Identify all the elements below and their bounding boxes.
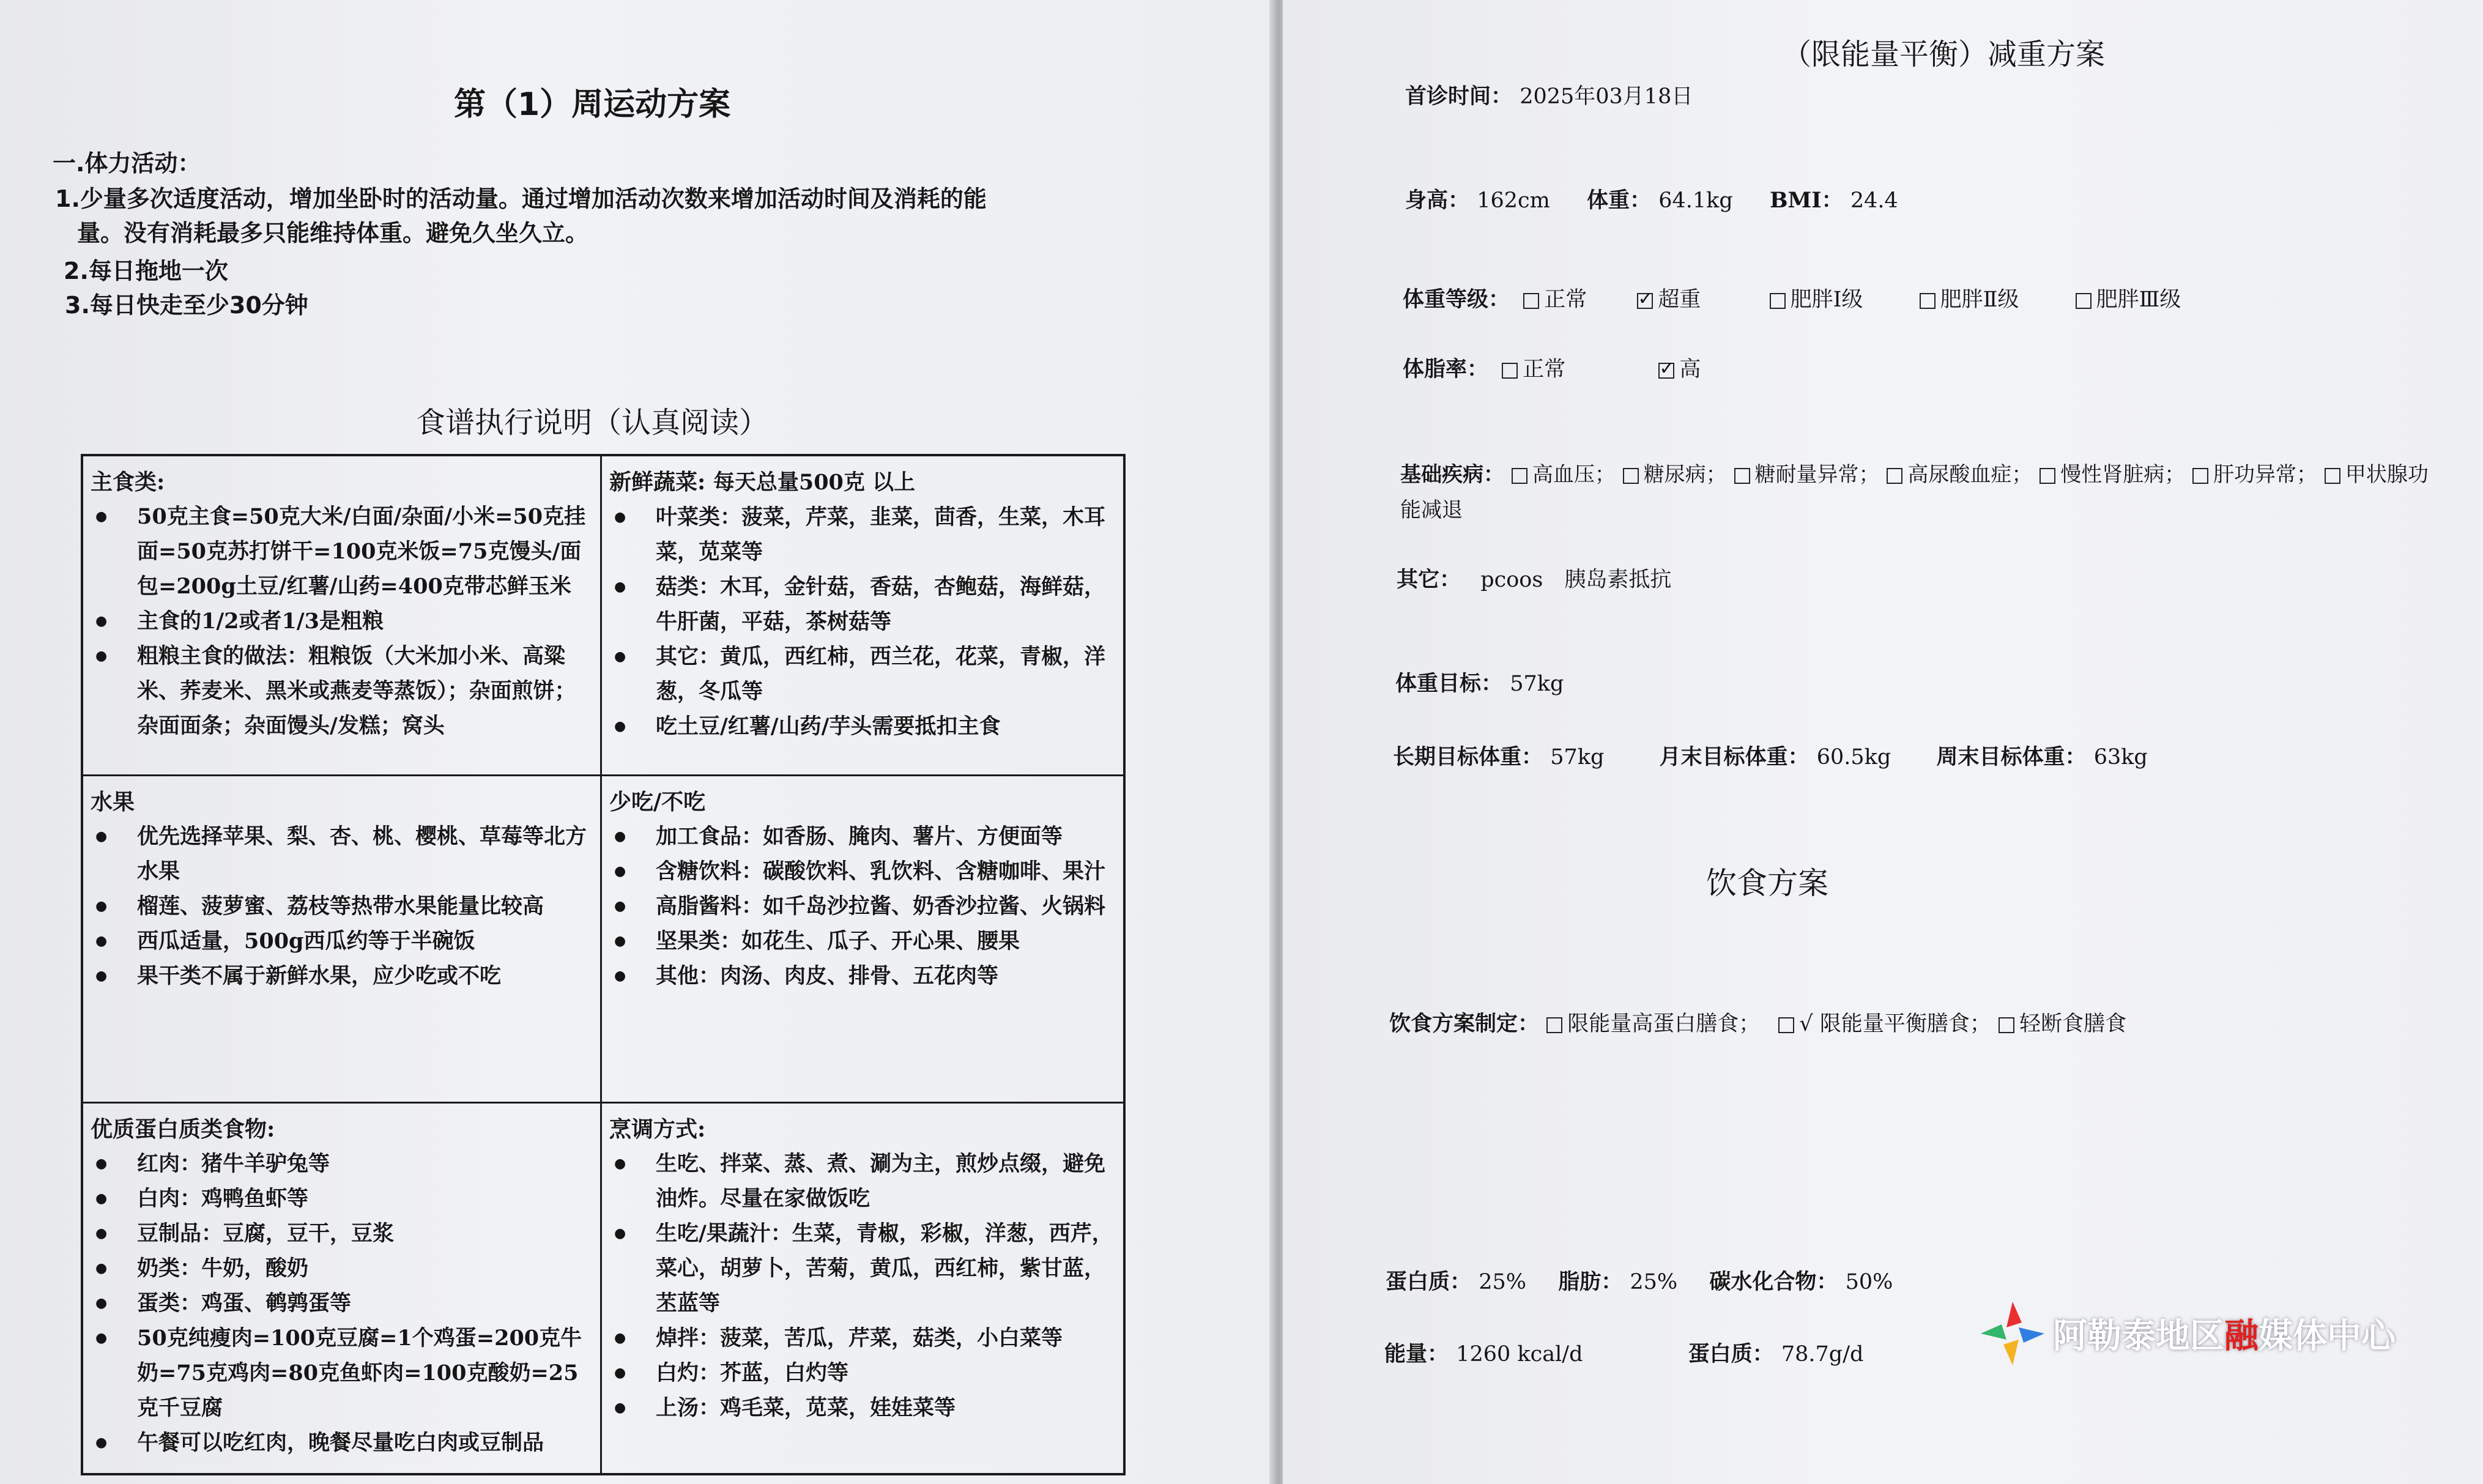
first-visit-row [1405,80,1693,110]
checkbox-obese-2[interactable] [1920,293,1936,309]
weight-grade-option: 肥胖Ⅱ级 [1940,288,2019,312]
disease-option: 高血压； [1532,462,1616,487]
disease-option: 肝功异常； [2213,462,2318,487]
checkbox-obese-1[interactable] [1770,293,1786,309]
watermark-text-a: 阿勒泰地区 [2053,1316,2224,1356]
media-center-watermark [1976,1297,2396,1370]
bmi-label: BMI： [1769,188,1843,213]
diet-plan-row [1389,1007,2126,1037]
first-visit-label: 首诊时间： [1405,84,1513,109]
target-row [1395,667,1564,697]
target-value: 57kg [1510,672,1564,696]
watermark-text-b: 融 [2224,1316,2258,1356]
weight-grade-option: 肥胖Ⅰ级 [1790,288,1863,312]
diet-option: 轻断食膳食 [2019,1012,2127,1036]
protein-amount-value: 78.7g/d [1781,1342,1864,1367]
week-end-value: 63kg [2093,745,2148,770]
list-item: ● 50克主食=50克大米/白面/杂面/小米=50克挂面=50克苏打饼干=100克米饭=75克馒头/面包=200g土豆/红薯/山药=400克带芯鲜玉米 [91,499,593,604]
list-item: ● 其他：肉汤、肉皮、排骨、五花肉等 [609,959,1116,993]
list-item: ● 叶菜类：菠菜，芹菜，韭菜，茴香，生菜，木耳菜，苋菜等 [609,500,1116,569]
staple-list [91,499,593,743]
body-fat-label: 体脂率： [1403,357,1489,382]
macro-protein-value: 25% [1479,1270,1526,1294]
macros-row [1386,1265,1893,1296]
list-item: ● 焯拌：菠菜，苦瓜，芹菜，菇类，小白菜等 [609,1321,1116,1356]
fruit-list [91,819,593,993]
body-fat-row [1403,352,1701,383]
weight-grade-option: 超重 [1658,288,1701,312]
diet-plan-title: 饮食方案 [1706,866,1828,901]
checkbox-disease[interactable] [1623,468,1639,484]
right-page [1283,0,2483,1484]
first-visit-value: 2025年03月18日 [1520,84,1693,109]
list-item: ● 豆制品：豆腐，豆干，豆浆 [91,1216,593,1251]
target-label: 体重目标： [1395,671,1503,696]
checkbox-disease[interactable] [1734,468,1750,484]
vegetables-list [609,500,1116,744]
weight-grade-option: 正常 [1544,288,1587,312]
avoid-cell [602,776,1123,1104]
list-item: ● 奶类：牛奶，酸奶 [91,1251,593,1286]
body-fat-option: 正常 [1523,357,1566,382]
cooking-cell [602,1104,1123,1473]
list-item: ● 果干类不属于新鲜水果，应少吃或不吃 [91,959,593,993]
activity-item-3: 3.每日快走至少30分钟 [65,292,308,319]
cooking-list [609,1146,1116,1425]
staple-title: 主食类: [91,469,165,495]
other-row [1397,563,1671,593]
exercise-plan-title: 第（1）周运动方案 [454,86,731,123]
activity-item-2: 2.每日拖地一次 [64,258,228,284]
checkbox-disease[interactable] [1512,468,1527,484]
checkbox-overweight[interactable] [1637,293,1653,309]
vegetables-cell [602,456,1123,776]
vegetables-daily-amount: 每天总量500克 以上 [713,470,916,495]
bmi-value: 24.4 [1850,188,1898,213]
macro-fat-label: 脂肪： [1558,1269,1623,1294]
list-item: ● 50克纯瘦肉=100克豆腐=1个鸡蛋=200克牛奶=75克鸡肉=80克鱼虾肉=100克酸奶=25克千豆腐 [91,1321,593,1425]
protein-amount-label: 蛋白质： [1688,1341,1774,1367]
list-item: ● 加工食品：如香肠、腌肉、薯片、方便面等 [609,819,1116,854]
list-item: ● 坚果类：如花生、瓜子、开心果、腰果 [609,924,1116,959]
weight-value: 64.1kg [1658,188,1733,213]
list-item: ● 粗粮主食的做法：粗粮饭（大米加小米、高粱米、荞麦米、黑米或燕麦等蒸饭）；杂面煎饼；杂面面条；杂面馒头/发糕；窝头 [91,639,593,743]
energy-label: 能量： [1384,1341,1449,1367]
list-item: ● 菇类：木耳，金针菇，香菇，杏鲍菇，海鲜菇，牛肝菌，平菇，茶树菇等 [609,569,1116,639]
disease-option: 糖尿病； [1643,462,1727,487]
disease-option: 高尿酸血症； [1907,462,2033,487]
energy-row [1384,1337,1863,1368]
checkbox-disease[interactable] [1887,468,1902,484]
other-label: 其它： [1397,567,1461,592]
list-item: ● 高脂酱料：如千岛沙拉酱、奶香沙拉酱、火锅料 [609,889,1116,924]
checkbox-disease[interactable] [2325,468,2340,484]
list-item: ● 午餐可以吃红肉，晚餐尽量吃白肉或豆制品 [91,1425,593,1460]
other-value: pcoos 胰岛素抵抗 [1480,568,1672,592]
checkbox-balanced[interactable] [1778,1017,1794,1033]
diet-option: 限能量平衡膳食； [1819,1012,1991,1036]
avoid-title: 少吃/不吃 [609,789,706,815]
staple-cell [83,456,602,776]
list-item: ● 西瓜适量，500g西瓜约等于半碗饭 [91,924,593,959]
list-item: ● 吃土豆/红薯/山药/芋头需要抵扣主食 [609,709,1116,744]
list-item: ● 白肉：鸡鸭鱼虾等 [91,1181,593,1216]
list-item: ● 优先选择苹果、梨、杏、桃、樱桃、草莓等北方水果 [91,819,593,889]
activity-item-1: 1.少量多次适度活动，增加坐卧时的活动量。通过增加活动次数来增加活动时间及消耗的能 [55,185,987,212]
watermark-text-c: 媒体中心 [2258,1316,2396,1356]
diet-plan-label: 饮食方案制定： [1389,1011,1540,1036]
list-item: ● 含糖饮料：碳酸饮料、乳饮料、含糖咖啡、果汁 [609,854,1116,889]
list-item: ● 其它：黄瓜，西红柿，西兰花，花菜，青椒，洋葱，冬瓜等 [609,639,1116,709]
disease-option: 慢性肾脏病； [2060,462,2186,487]
macro-fat-value: 25% [1630,1270,1678,1294]
diet-selected-mark: √ [1799,1012,1813,1036]
list-item: ● 生吃/果蔬汁：生菜，青椒，彩椒，洋葱，西芹，菜心，胡萝卜，苦菊，黄瓜，西红柿，紫甘蓝，苤蓝等 [609,1216,1116,1321]
checkbox-intermittent[interactable] [1999,1017,2014,1033]
month-end-label: 月末目标体重： [1659,744,1809,770]
cooking-title: 烹调方式: [609,1116,706,1142]
checkbox-fat-normal[interactable] [1502,363,1518,379]
checkbox-fat-high[interactable] [1658,363,1674,379]
diseases-row [1400,458,2429,488]
weight-loss-plan-title: （限能量平衡）减重方案 [1782,37,2106,72]
energy-value: 1260 kcal/d [1456,1342,1583,1367]
week-end-label: 周末目标体重： [1936,744,2087,770]
checkbox-disease[interactable] [2192,468,2208,484]
activity-item-1-cont: 量。没有消耗最多只能维持体重。避免久坐久立。 [77,220,589,247]
fruit-title: 水果 [91,789,135,815]
list-item: ● 生吃、拌菜、蒸、煮、涮为主，煎炒点缀，避免油炸。尽量在家做饭吃 [609,1146,1116,1216]
protein-list [91,1146,593,1460]
list-item: ● 榴莲、菠萝蜜、荔枝等热带水果能量比较高 [91,889,593,924]
long-term-value: 57kg [1550,745,1605,770]
weight-label: 体重： [1587,188,1652,213]
body-metrics-row [1405,184,1898,214]
checkbox-obese-3[interactable] [2076,293,2091,309]
fruit-cell [83,776,602,1104]
weight-grade-label: 体重等级： [1403,287,1510,312]
list-item: ● 上汤：鸡毛菜，苋菜，娃娃菜等 [609,1390,1116,1425]
diseases-label: 基础疾病： [1400,462,1504,487]
body-fat-option: 高 [1679,357,1701,382]
disease-option: 甲状腺功 [2345,462,2429,487]
list-item: ● 主食的1/2或者1/3是粗粮 [91,604,593,639]
weight-grade-option: 肥胖Ⅲ级 [2096,288,2181,312]
macro-carb-label: 碳水化合物： [1709,1269,1838,1294]
macro-protein-label: 蛋白质： [1386,1269,1472,1294]
protein-cell [83,1104,602,1473]
checkbox-disease[interactable] [2039,468,2055,484]
checkbox-normal[interactable] [1523,293,1539,309]
disease-option: 糖耐量异常； [1754,462,1880,487]
list-item: ● 白灼：芥蓝，白灼等 [609,1356,1116,1390]
recipe-instructions-title: 食谱执行说明（认真阅读） [416,406,769,440]
macro-carb-value: 50% [1845,1270,1893,1294]
targets-row [1393,740,2148,771]
avoid-list [609,819,1116,993]
checkbox-high-protein[interactable] [1546,1017,1562,1033]
list-item: ● 蛋类：鸡蛋、鹌鹑蛋等 [91,1286,593,1321]
watermark-text [2053,1309,2396,1358]
diet-option: 限能量高蛋白膳食； [1567,1012,1761,1036]
height-value: 162cm [1477,188,1550,213]
media-logo-icon [1976,1297,2049,1370]
long-term-label: 长期目标体重： [1393,744,1543,770]
month-end-value: 60.5kg [1816,745,1891,770]
height-label: 身高： [1405,188,1470,213]
list-item: ● 红肉：猪牛羊驴兔等 [91,1146,593,1181]
diseases-continuation: 能减退 [1400,498,1463,522]
vegetables-heading [609,465,1116,500]
food-guide-table [81,454,1126,1475]
weight-grade-row [1403,283,2181,313]
activity-heading: 一.体力活动： [53,150,201,177]
protein-title: 优质蛋白质类食物: [91,1116,275,1142]
vegetables-title: 新鲜蔬菜: [609,469,706,495]
